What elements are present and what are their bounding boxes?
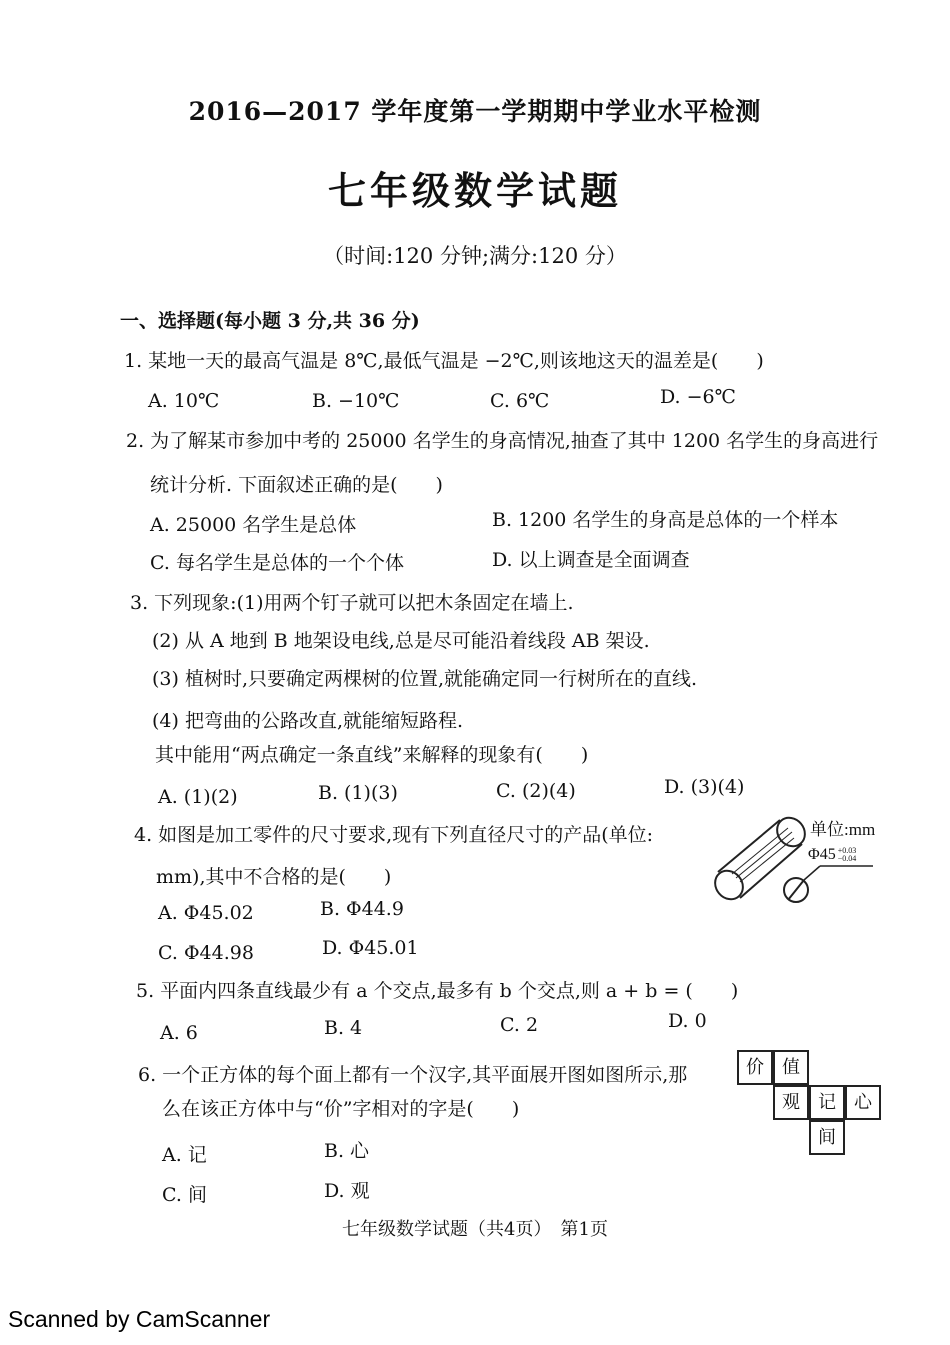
question-6-stem-cont: 么在该正方体中与“价”字相对的字是( ) [162, 1098, 520, 1120]
question-3-option-a: A. (1)(2) [158, 786, 238, 808]
dimension-value: Φ45 [808, 846, 836, 863]
section-title: 一、选择题(每小题 3 分,共 36 分) [120, 310, 420, 332]
net-cell-jia: 价 [737, 1050, 773, 1085]
question-6-option-b: B. 心 [324, 1140, 370, 1162]
question-1-option-c: C. 6℃ [490, 390, 550, 412]
question-6-option-c: C. 间 [162, 1184, 207, 1206]
scanner-watermark: Scanned by CamScanner [8, 1306, 271, 1332]
tolerance-upper: +0.03 [837, 846, 857, 856]
net-cell-jian: 间 [809, 1120, 845, 1155]
question-1-stem: 1. 某地一天的最高气温是 8℃,最低气温是 −2℃,则该地这天的温差是( ) [124, 350, 764, 372]
question-5-option-d: D. 0 [668, 1010, 707, 1032]
exam-header-line: 2016—2017 学年度第一学期期中学业水平检测 [188, 97, 762, 126]
question-2-option-a: A. 25000 名学生是总体 [150, 514, 357, 536]
question-4-stem: 4. 如图是加工零件的尺寸要求,现有下列直径尺寸的产品(单位: [134, 824, 654, 846]
net-cell-xin: 心 [845, 1085, 881, 1120]
question-2-stem-cont: 统计分析. 下面叙述正确的是( ) [150, 474, 443, 496]
question-4-stem-cont: mm),其中不合格的是( ) [156, 866, 392, 888]
question-4-option-a: A. Φ45.02 [158, 902, 254, 924]
question-3-item-4: (4) 把弯曲的公路改直,就能缩短路程. [152, 710, 464, 732]
net-cell-zhi: 值 [773, 1050, 809, 1085]
figure-unit-label: 单位:mm [810, 820, 876, 839]
tolerance-lower: −0.04 [837, 854, 857, 864]
question-2-option-b: B. 1200 名学生的身高是总体的一个样本 [492, 509, 839, 531]
cube-net [735, 1048, 885, 1160]
question-6-option-d: D. 观 [324, 1180, 370, 1202]
question-3-item-2: (2) 从 A 地到 B 地架设电线,总是尽可能沿着线段 AB 架设. [152, 630, 650, 652]
question-1-option-b: B. −10℃ [312, 390, 400, 412]
question-2-option-c: C. 每名学生是总体的一个个体 [150, 552, 404, 574]
question-6-option-a: A. 记 [162, 1144, 207, 1166]
question-2-stem: 2. 为了解某市参加中考的 25000 名学生的身高情况,抽查了其中 1200 名学生的身高进行 [126, 430, 879, 452]
question-2-option-d: D. 以上调查是全面调查 [492, 549, 690, 571]
question-4-option-b: B. Φ44.9 [320, 898, 404, 920]
question-3-question: 其中能用“两点确定一条直线”来解释的现象有( ) [155, 744, 589, 766]
question-3-option-c: C. (2)(4) [496, 780, 576, 802]
exam-title: 七年级数学试题 [327, 168, 622, 213]
cylinder-figure [708, 808, 878, 918]
question-3-stem: 3. 下列现象:(1)用两个钉子就可以把木条固定在墙上. [130, 592, 574, 614]
question-3-option-b: B. (1)(3) [318, 782, 398, 804]
net-cell-guan: 观 [773, 1085, 809, 1120]
question-1-option-d: D. −6℃ [660, 386, 736, 408]
page-footer: 七年级数学试题（共4页） 第1页 [342, 1219, 608, 1240]
question-5-stem: 5. 平面内四条直线最少有 a 个交点,最多有 b 个交点,则 a + b = ( ) [136, 980, 739, 1002]
question-3-item-3: (3) 植树时,只要确定两棵树的位置,就能确定同一行树所在的直线. [152, 668, 698, 690]
net-cell-ji: 记 [809, 1085, 845, 1120]
question-5-option-a: A. 6 [160, 1022, 198, 1044]
question-3-option-d: D. (3)(4) [664, 776, 745, 798]
question-6-stem: 6. 一个正方体的每个面上都有一个汉字,其平面展开图如图所示,那 [138, 1064, 688, 1086]
question-5-option-c: C. 2 [500, 1014, 539, 1036]
question-5-option-b: B. 4 [324, 1017, 363, 1039]
question-4-option-c: C. Φ44.98 [158, 942, 254, 964]
question-4-option-d: D. Φ45.01 [322, 937, 419, 959]
exam-info: （时间:120 分钟;满分:120 分） [323, 244, 627, 268]
question-1-option-a: A. 10℃ [148, 390, 220, 412]
